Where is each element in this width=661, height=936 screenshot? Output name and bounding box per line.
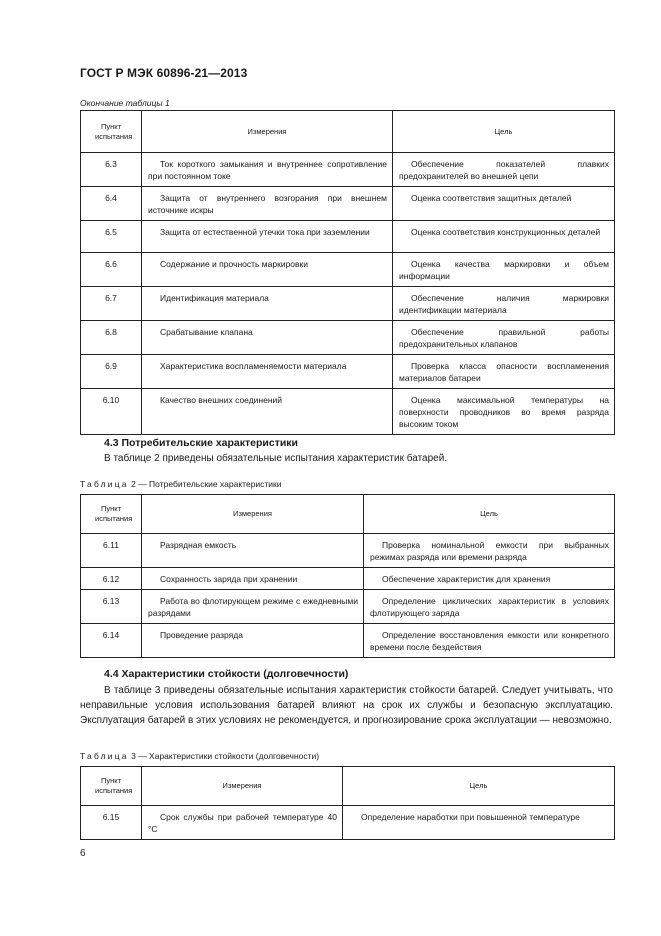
row-number: 6.14 bbox=[81, 624, 142, 658]
row-measure-text: Качество внешних соединений bbox=[160, 395, 283, 405]
row-goal-text: Определение циклических характеристик в условиях флотирующего заряда bbox=[370, 596, 609, 618]
table-row bbox=[81, 389, 615, 435]
row-measure bbox=[142, 321, 393, 355]
row-goal-text: Обеспечение правильной работы предохранительных клапанов bbox=[399, 327, 609, 349]
row-measure bbox=[142, 153, 393, 187]
row-goal-text: Обеспечение характеристик для хранения bbox=[382, 574, 551, 584]
table-row bbox=[81, 355, 615, 389]
row-goal-text: Определение наработки при повышенной температуре bbox=[361, 812, 580, 822]
row-measure-text: Сохранность заряда при хранении bbox=[160, 574, 298, 584]
row-measure-text: Содержание и прочность маркировки bbox=[160, 259, 309, 269]
row-goal bbox=[393, 355, 615, 389]
row-measure bbox=[142, 287, 393, 321]
row-measure-text: Защита от естественной утечки тока при заземлении bbox=[160, 227, 370, 237]
table-header-row bbox=[81, 767, 615, 806]
row-number: 6.10 bbox=[81, 389, 142, 435]
page-number: 6 bbox=[80, 848, 86, 859]
table-row bbox=[81, 806, 615, 840]
row-measure bbox=[142, 187, 393, 221]
row-goal-text: Проверка класса опасности воспламенения материалов батареи bbox=[399, 361, 609, 383]
table1-caption: Окончание таблицы 1 bbox=[80, 98, 170, 108]
paragraph-text: В таблице 2 приведены обязательные испытания характеристик батарей. bbox=[104, 453, 448, 464]
row-goal-text: Оценка качества маркировки и объем информации bbox=[399, 259, 609, 281]
row-goal bbox=[364, 624, 615, 658]
row-goal bbox=[393, 287, 615, 321]
column-header-item: Пункт испытания bbox=[81, 495, 142, 534]
table-row bbox=[81, 568, 615, 590]
table2-caption-text: 2 — Потребительские характеристики bbox=[131, 479, 282, 489]
row-goal bbox=[393, 321, 615, 355]
row-measure bbox=[142, 355, 393, 389]
section-heading-4-3: 4.3 Потребительские характеристики bbox=[104, 437, 299, 449]
row-number: 6.7 bbox=[81, 287, 142, 321]
section-paragraph-4-3 bbox=[80, 451, 613, 466]
row-measure-text: Срок службы при рабочей температуре 40 °С bbox=[148, 812, 337, 834]
table-row bbox=[81, 253, 615, 287]
table-row bbox=[81, 187, 615, 221]
column-header-measure: Измерения bbox=[142, 767, 343, 806]
document-header-title: ГОСТ Р МЭК 60896-21—2013 bbox=[80, 66, 248, 80]
row-goal bbox=[393, 187, 615, 221]
row-number: 6.15 bbox=[81, 806, 142, 840]
row-measure bbox=[142, 221, 393, 253]
column-header-item: Пункт испытания bbox=[81, 767, 142, 806]
row-number: 6.4 bbox=[81, 187, 142, 221]
row-number: 6.11 bbox=[81, 534, 142, 568]
row-goal bbox=[393, 389, 615, 435]
section-paragraph-4-4 bbox=[80, 683, 613, 728]
row-measure-text: Характеристика воспламеняемости материала bbox=[160, 361, 347, 371]
row-goal-text: Оценка соответствия конструкционных деталей bbox=[411, 227, 601, 237]
row-measure bbox=[142, 253, 393, 287]
table-1 bbox=[80, 110, 615, 435]
table-2 bbox=[80, 494, 615, 658]
row-measure bbox=[142, 624, 364, 658]
row-measure-text: Работа во флотирующем режиме с ежедневными разрядами bbox=[148, 596, 358, 618]
section-heading-4-4: 4.4 Характеристики стойкости (долговечности) bbox=[104, 668, 349, 680]
row-number: 6.5 bbox=[81, 221, 142, 253]
row-number: 6.8 bbox=[81, 321, 142, 355]
row-number: 6.3 bbox=[81, 153, 142, 187]
row-measure-text: Ток короткого замыкания и внутреннее сопротивление при постоянном токе bbox=[148, 159, 387, 181]
table-row bbox=[81, 153, 615, 187]
row-goal-text: Оценка максимальной температуры на поверхности проводников во время разряда высоким током bbox=[399, 395, 609, 429]
row-goal bbox=[393, 153, 615, 187]
table-row bbox=[81, 221, 615, 253]
row-measure-text: Разрядная емкость bbox=[160, 540, 237, 550]
table-row bbox=[81, 321, 615, 355]
row-goal-text: Обеспечение наличия маркировки идентификации материала bbox=[399, 293, 609, 315]
row-measure-text: Идентификация материала bbox=[160, 293, 269, 303]
row-goal-text: Определение восстановления емкости или конкретного времени после бездействия bbox=[370, 630, 609, 652]
row-measure-text: Защита от внутреннего возгорания при внешнем источнике искры bbox=[148, 193, 387, 215]
row-measure bbox=[142, 389, 393, 435]
row-goal-text: Оценка соответствия защитных деталей bbox=[411, 193, 572, 203]
table-row bbox=[81, 534, 615, 568]
table-header-row bbox=[81, 111, 615, 153]
table2-caption bbox=[80, 479, 282, 489]
table-row bbox=[81, 287, 615, 321]
column-header-measure: Измерения bbox=[142, 495, 364, 534]
column-header-item: Пункт испытания bbox=[81, 111, 142, 153]
row-goal bbox=[393, 253, 615, 287]
table-row bbox=[81, 590, 615, 624]
row-measure bbox=[142, 568, 364, 590]
row-number: 6.6 bbox=[81, 253, 142, 287]
row-measure bbox=[142, 590, 364, 624]
row-goal bbox=[343, 806, 615, 840]
column-header-goal: Цель bbox=[343, 767, 615, 806]
row-number: 6.12 bbox=[81, 568, 142, 590]
table3-caption-text: 3 — Характеристики стойкости (долговечности) bbox=[131, 751, 320, 761]
paragraph-text: В таблице 3 приведены обязательные испытания характеристик стойкости батарей. Следует учитывать, что неправильные условия использования батарей влияют на срок их службы и безопасную эксплуатацию. Эксплуатация батарей в этих условиях не рекомендуется, и прогнозирование срока эксплуатации — невозможно. bbox=[80, 685, 613, 726]
table-3 bbox=[80, 766, 615, 840]
row-goal bbox=[364, 568, 615, 590]
column-header-goal: Цель bbox=[364, 495, 615, 534]
row-measure bbox=[142, 806, 343, 840]
row-measure-text: Срабатывание клапана bbox=[160, 327, 253, 337]
row-goal bbox=[364, 534, 615, 568]
row-goal-text: Обеспечение показателей плавких предохранителей во внешней цепи bbox=[399, 159, 609, 181]
table-row bbox=[81, 624, 615, 658]
column-header-goal: Цель bbox=[393, 111, 615, 153]
column-header-measure: Измерения bbox=[142, 111, 393, 153]
row-measure bbox=[142, 534, 364, 568]
row-number: 6.13 bbox=[81, 590, 142, 624]
row-measure-text: Проведение разряда bbox=[160, 630, 243, 640]
row-goal-text: Проверка номинальной емкости при выбранных режимах разряда или времени разряда bbox=[370, 540, 609, 562]
table3-caption-word: Таблица bbox=[80, 751, 129, 761]
row-goal bbox=[393, 221, 615, 253]
row-number: 6.9 bbox=[81, 355, 142, 389]
row-goal bbox=[364, 590, 615, 624]
table2-caption-word: Таблица bbox=[80, 479, 129, 489]
table3-caption bbox=[80, 751, 319, 761]
table-header-row bbox=[81, 495, 615, 534]
